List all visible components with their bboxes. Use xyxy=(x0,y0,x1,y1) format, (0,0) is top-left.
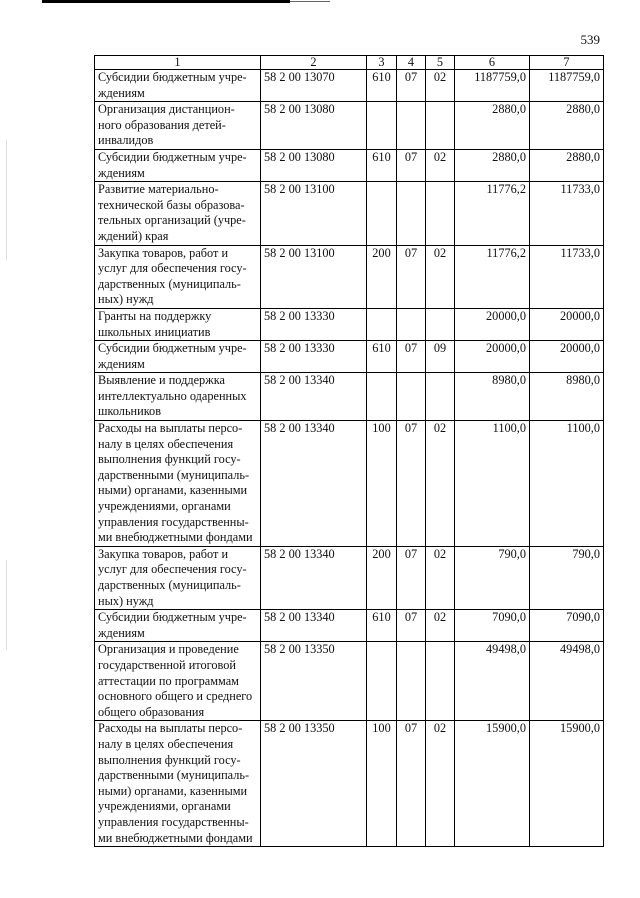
section-code xyxy=(397,642,426,721)
amount-col-7: 1100,0 xyxy=(530,421,604,547)
amount-col-7: 790,0 xyxy=(530,546,604,609)
expense-type-code xyxy=(367,642,397,721)
table-row xyxy=(95,721,604,847)
amount-col-6: 49498,0 xyxy=(455,642,530,721)
scan-rule-thin xyxy=(290,1,330,2)
target-article-code: 58 2 00 13350 xyxy=(261,642,367,721)
amount-col-7: 20000,0 xyxy=(530,308,604,340)
subsection-code xyxy=(426,182,455,245)
section-code: 07 xyxy=(397,546,426,609)
expense-name: Субсидии бюджетным учре- ждениям xyxy=(95,70,261,102)
target-article-code: 58 2 00 13340 xyxy=(261,546,367,609)
amount-col-7: 2880,0 xyxy=(530,102,604,150)
expense-type-code: 610 xyxy=(367,70,397,102)
scan-rule-thick xyxy=(42,0,290,3)
scan-margin-mark xyxy=(6,560,7,650)
target-article-code: 58 2 00 13340 xyxy=(261,421,367,547)
amount-col-7: 1187759,0 xyxy=(530,70,604,102)
expense-name: Закупка товаров, работ и услуг для обеспечения госу- дарственных (муниципаль- ных) нужд xyxy=(95,245,261,308)
target-article-code: 58 2 00 13330 xyxy=(261,341,367,373)
scan-top-rule xyxy=(0,0,640,9)
section-code: 07 xyxy=(397,149,426,181)
expense-name: Субсидии бюджетным учре- ждениям xyxy=(95,610,261,642)
header-col-3: 3 xyxy=(367,56,397,70)
page-number: 539 xyxy=(580,32,600,47)
amount-col-7: 49498,0 xyxy=(530,642,604,721)
target-article-code: 58 2 00 13340 xyxy=(261,373,367,421)
target-article-code: 58 2 00 13340 xyxy=(261,610,367,642)
header-col-2: 2 xyxy=(261,56,367,70)
table-row xyxy=(95,341,604,373)
amount-col-6: 20000,0 xyxy=(455,341,530,373)
target-article-code: 58 2 00 13070 xyxy=(261,70,367,102)
table-row xyxy=(95,308,604,340)
amount-col-7: 15900,0 xyxy=(530,721,604,847)
subsection-code: 02 xyxy=(426,149,455,181)
target-article-code: 58 2 00 13100 xyxy=(261,182,367,245)
amount-col-6: 1100,0 xyxy=(455,421,530,547)
expense-name: Развитие материально- технической базы образова- тельных организаций (учре- ждений) края xyxy=(95,182,261,245)
subsection-code: 02 xyxy=(426,721,455,847)
target-article-code: 58 2 00 13080 xyxy=(261,149,367,181)
section-code: 07 xyxy=(397,610,426,642)
target-article-code: 58 2 00 13330 xyxy=(261,308,367,340)
section-code xyxy=(397,373,426,421)
section-code xyxy=(397,308,426,340)
target-article-code: 58 2 00 13100 xyxy=(261,245,367,308)
expense-name: Расходы на выплаты персо- налу в целях обеспечения выполнения функций госу- дарственными (муниципаль- ными) органами, казенными учреждениями, органами управления государственны- ми внебюджетными фондами xyxy=(95,721,261,847)
amount-col-7: 20000,0 xyxy=(530,341,604,373)
expense-type-code xyxy=(367,102,397,150)
table-row xyxy=(95,245,604,308)
expense-type-code: 610 xyxy=(367,149,397,181)
table-row xyxy=(95,421,604,547)
amount-col-6: 11776,2 xyxy=(455,245,530,308)
amount-col-7: 11733,0 xyxy=(530,182,604,245)
amount-col-7: 7090,0 xyxy=(530,610,604,642)
expense-type-code: 200 xyxy=(367,245,397,308)
subsection-code: 02 xyxy=(426,610,455,642)
header-col-1: 1 xyxy=(95,56,261,70)
section-code: 07 xyxy=(397,341,426,373)
subsection-code xyxy=(426,308,455,340)
table-row xyxy=(95,102,604,150)
subsection-code: 09 xyxy=(426,341,455,373)
section-code xyxy=(397,102,426,150)
expense-name: Закупка товаров, работ и услуг для обеспечения госу- дарственных (муниципаль- ных) нужд xyxy=(95,546,261,609)
header-col-6: 6 xyxy=(455,56,530,70)
expense-type-code xyxy=(367,308,397,340)
target-article-code: 58 2 00 13080 xyxy=(261,102,367,150)
table-row xyxy=(95,610,604,642)
header-row xyxy=(95,56,604,70)
amount-col-6: 15900,0 xyxy=(455,721,530,847)
subsection-code xyxy=(426,642,455,721)
header-col-5: 5 xyxy=(426,56,455,70)
target-article-code: 58 2 00 13350 xyxy=(261,721,367,847)
amount-col-6: 790,0 xyxy=(455,546,530,609)
amount-col-6: 7090,0 xyxy=(455,610,530,642)
expense-type-code: 100 xyxy=(367,721,397,847)
amount-col-7: 2880,0 xyxy=(530,149,604,181)
amount-col-6: 11776,2 xyxy=(455,182,530,245)
section-code: 07 xyxy=(397,245,426,308)
subsection-code: 02 xyxy=(426,70,455,102)
scan-margin-mark xyxy=(6,140,7,260)
amount-col-6: 20000,0 xyxy=(455,308,530,340)
table-row xyxy=(95,182,604,245)
table-row xyxy=(95,70,604,102)
expense-name: Организация дистанцион- ного образования детей- инвалидов xyxy=(95,102,261,150)
subsection-code xyxy=(426,102,455,150)
expense-type-code: 610 xyxy=(367,610,397,642)
table-body xyxy=(95,70,604,847)
expense-name: Субсидии бюджетным учре- ждениям xyxy=(95,341,261,373)
expense-type-code xyxy=(367,182,397,245)
expense-name: Расходы на выплаты персо- налу в целях обеспечения выполнения функций госу- дарственными (муниципаль- ными) органами, казенными учреждениями, органами управления государственны- ми внебюджетными фондами xyxy=(95,421,261,547)
amount-col-7: 8980,0 xyxy=(530,373,604,421)
expense-type-code: 610 xyxy=(367,341,397,373)
amount-col-6: 8980,0 xyxy=(455,373,530,421)
amount-col-6: 2880,0 xyxy=(455,149,530,181)
section-code: 07 xyxy=(397,421,426,547)
budget-table xyxy=(94,55,604,847)
amount-col-7: 11733,0 xyxy=(530,245,604,308)
expense-name: Гранты на поддержку школьных инициатив xyxy=(95,308,261,340)
section-code: 07 xyxy=(397,70,426,102)
expense-type-code: 100 xyxy=(367,421,397,547)
table-row xyxy=(95,642,604,721)
subsection-code xyxy=(426,373,455,421)
expense-name: Субсидии бюджетным учре- ждениям xyxy=(95,149,261,181)
expense-name: Выявление и поддержка интеллектуально одаренных школьников xyxy=(95,373,261,421)
table-row xyxy=(95,546,604,609)
subsection-code: 02 xyxy=(426,421,455,547)
section-code xyxy=(397,182,426,245)
expense-name: Организация и проведение государственной итоговой аттестации по программам основного общего и среднего общего образования xyxy=(95,642,261,721)
header-col-7: 7 xyxy=(530,56,604,70)
expense-type-code xyxy=(367,373,397,421)
expense-type-code: 200 xyxy=(367,546,397,609)
amount-col-6: 1187759,0 xyxy=(455,70,530,102)
header-col-4: 4 xyxy=(397,56,426,70)
table-header xyxy=(95,56,604,70)
subsection-code: 02 xyxy=(426,245,455,308)
section-code: 07 xyxy=(397,721,426,847)
table-row xyxy=(95,373,604,421)
table-row xyxy=(95,149,604,181)
amount-col-6: 2880,0 xyxy=(455,102,530,150)
subsection-code: 02 xyxy=(426,546,455,609)
